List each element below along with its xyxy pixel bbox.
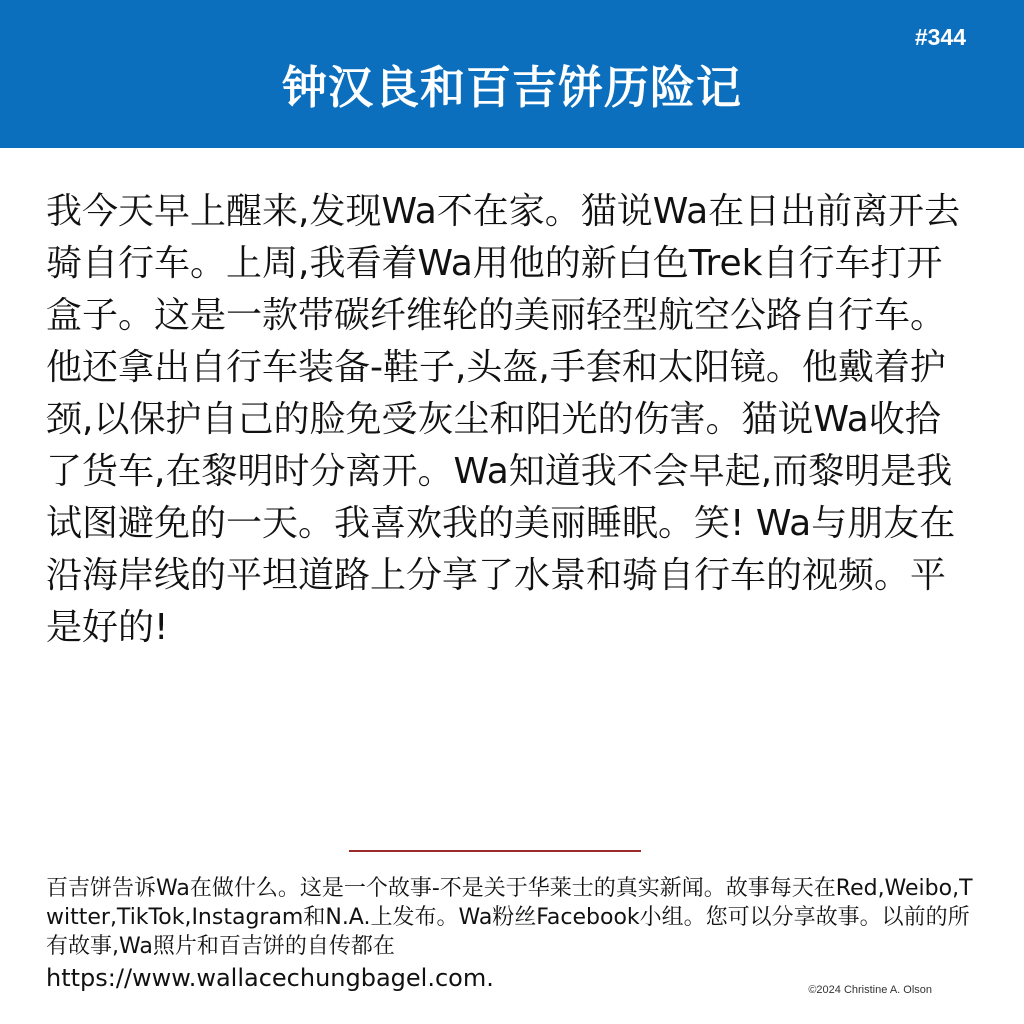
story-text: 我今天早上醒来,发现Wa不在家。猫说Wa在日出前离开去骑自行车。上周,我看着Wa用他的新白色Trek自行车打开盒子。这是一款带碳纤维轮的美丽轻型航空公路自行车。他还拿出自行车装备-鞋子,头盔,手套和太阳镜。他戴着护颈,以保护自己的脸免受灰尘和阳光的伤害。猫说Wa收拾了货车,在黎明时分离开。Wa知道我不会早起,而黎明是我试图避免的一天。我喜欢我的美丽睡眠。笑! Wa与朋友在沿海岸线的平坦道路上分享了水景和骑自行车的视频。平是好的! [46, 191, 961, 648]
copyright-notice: ©2024 Christine A. Olson [808, 984, 932, 996]
footer-note: 百吉饼告诉Wa在做什么。这是一个故事-不是关于华莱士的真实新闻。故事每天在Red,Weibo,Twitter,TikTok,Instagram和N.A.上发布。Wa粉丝Facebook小组。您可以分享故事。以前的所有故事,Wa照片和百吉饼的自传都在 [46, 876, 973, 959]
website-url: https://www.wallacechungbagel.com. [46, 964, 494, 992]
header-banner [0, 0, 1024, 148]
episode-number: #344 [914, 24, 966, 50]
footer-divider [349, 850, 641, 852]
page-title: 钟汉良和百吉饼历险记 [281, 61, 742, 114]
